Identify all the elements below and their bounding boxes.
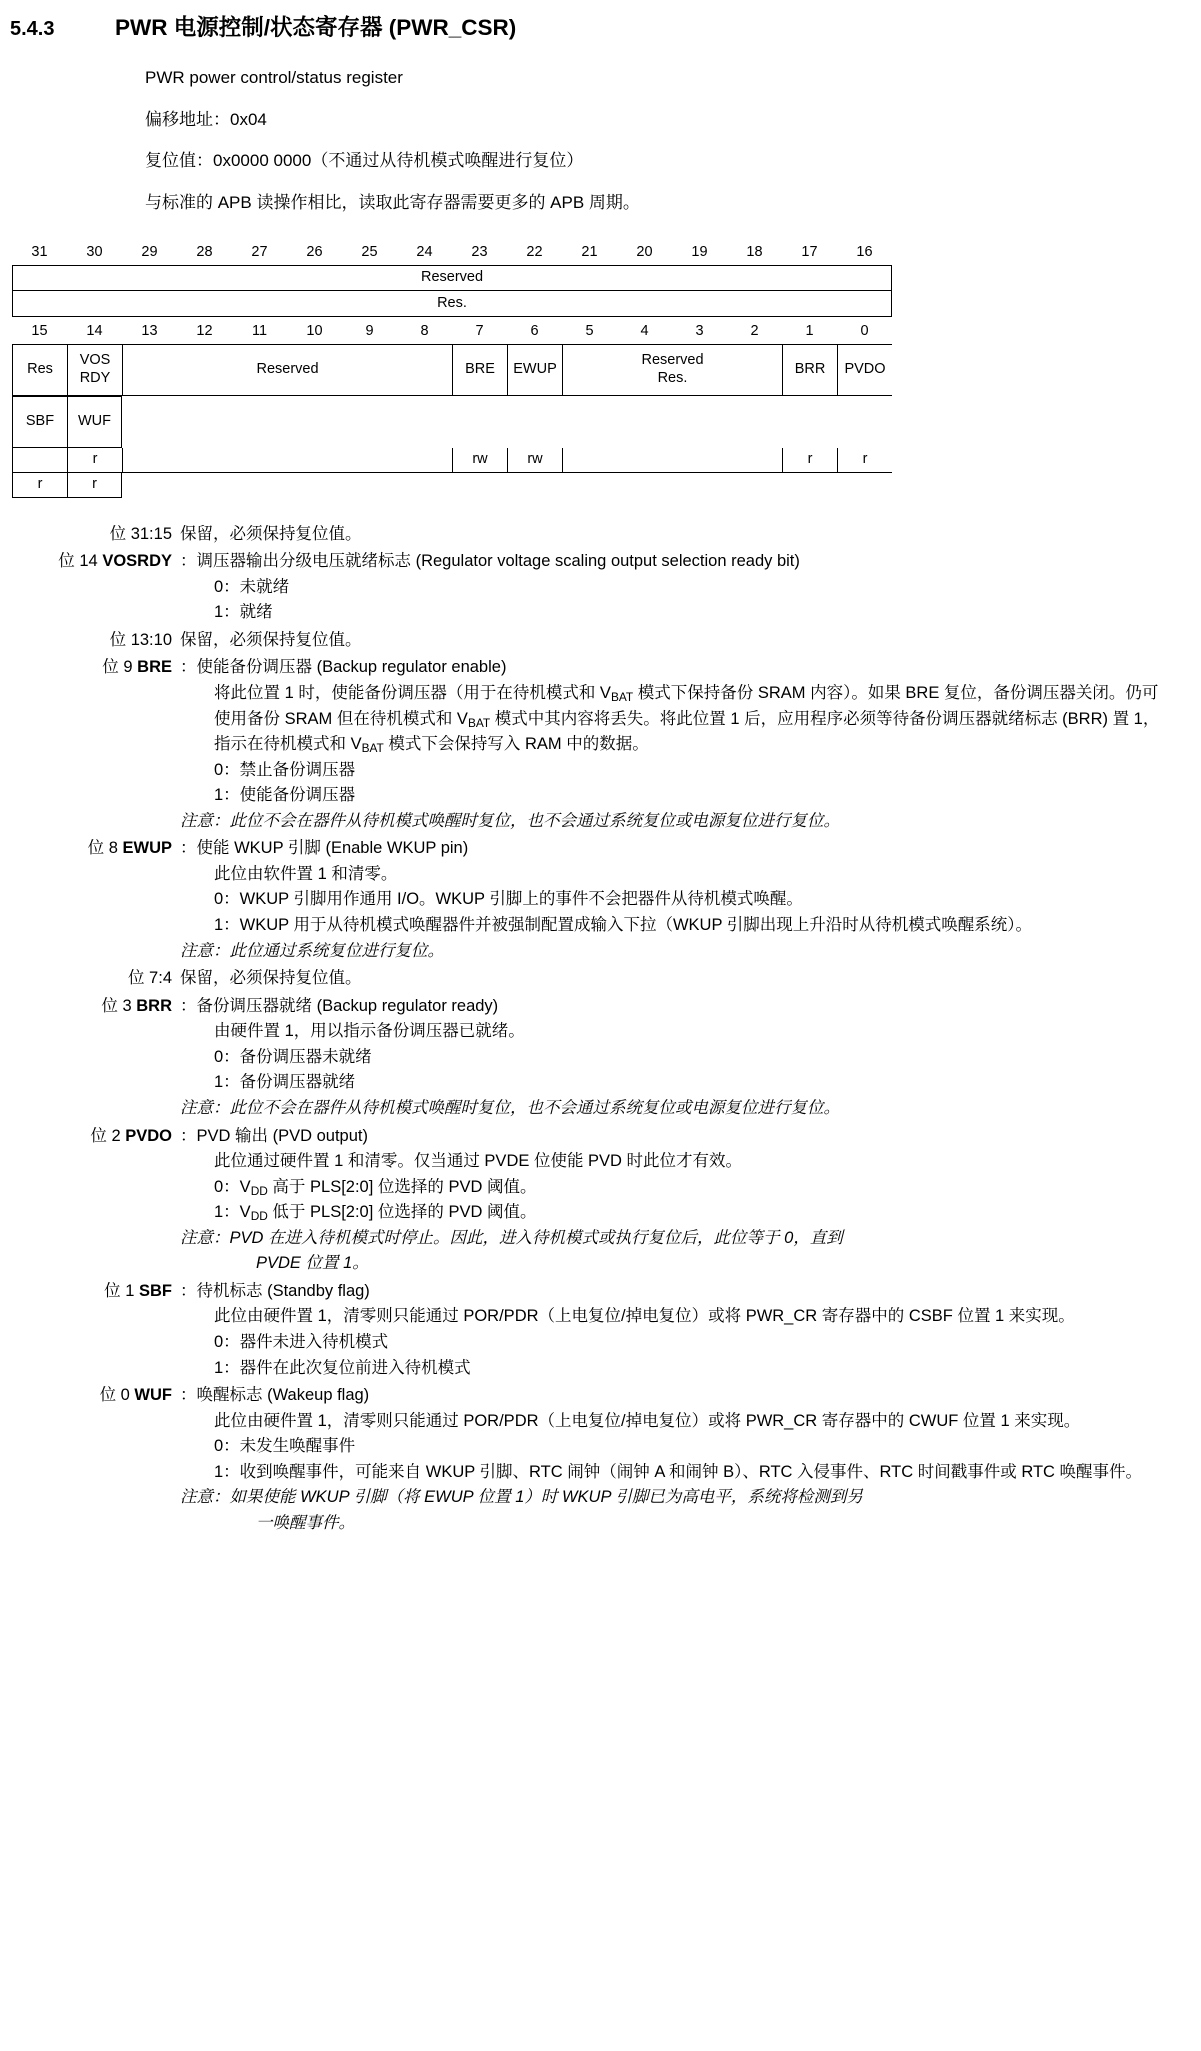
field-cell-vos: [67, 344, 122, 396]
bit-note: 注意：此位不会在器件从待机模式唤醒时复位，也不会通过系统复位或电源复位进行复位。: [180, 811, 840, 830]
bit-range: 位 3: [101, 996, 137, 1015]
bit-number-9: 9: [365, 322, 374, 339]
field-cell-line: EWUP: [513, 361, 557, 377]
bit-range: 位 7:4: [127, 969, 172, 988]
bit-detail: 由硬件置 1，用以指示备份调压器已就绪。: [214, 1022, 525, 1041]
bit-number-15: 15: [31, 322, 48, 339]
field-cell-line: SBF: [25, 413, 55, 429]
bit-numbers-high: [12, 238, 892, 265]
bit-number-4: 4: [640, 322, 649, 339]
bit-body: [180, 549, 1173, 626]
bit-range: 位 8: [87, 839, 123, 858]
bit-range: 位 1: [104, 1281, 139, 1300]
access-cell: r: [837, 448, 892, 473]
bit-title: ：待机标志 (Standby flag): [180, 1281, 370, 1300]
access-cell: [12, 448, 67, 473]
bit-number-25: 25: [361, 243, 378, 260]
bit-title: ：备份调压器就绪 (Backup regulator ready): [180, 996, 499, 1015]
bit-range-label: [0, 966, 180, 992]
bit-number-26: 26: [306, 243, 323, 260]
bit-value-line: 1：WKUP 用于从待机模式唤醒器件并被强制配置成输入下拉（WKUP 引脚出现上升沿时从待机模式唤醒系统）。: [214, 916, 1032, 934]
intro-block: [145, 42, 1161, 216]
section-heading: [0, 0, 1201, 42]
bit-body: [180, 1279, 1173, 1381]
bit-number-17: 17: [801, 243, 818, 260]
bit-value-line: 0：备份调压器未就绪: [214, 1047, 372, 1066]
bit-number-16: 16: [856, 243, 873, 260]
bit-number-0: 0: [860, 322, 869, 339]
bit-number-7: 7: [475, 322, 484, 339]
bit-number-23: 23: [471, 243, 488, 260]
bit-number-18: 18: [746, 243, 763, 260]
field-cell-pvdo: [837, 344, 892, 396]
bit-number-29: 29: [141, 243, 158, 260]
bit-description: [0, 994, 1173, 1122]
bit-note: 注意：如果使能 WKUP 引脚（将 EWUP 位置 1）时 WKUP 引脚已为高电平，系统将检测到另 一唤醒事件。: [180, 1485, 1173, 1536]
field-cell-brr: [782, 344, 837, 396]
bit-range-label: [0, 522, 180, 548]
bit-range-label: [0, 549, 180, 626]
apb-note: 与标准的 APB 读操作相比，读取此寄存器需要更多的 APB 周期。: [145, 192, 640, 212]
register-bitmap: [12, 238, 892, 498]
bit-number-13: 13: [141, 322, 158, 339]
field-cell-line: VOS: [79, 352, 111, 369]
bit-range: 位 0: [99, 1386, 135, 1405]
bit-note: 注意：PVD 在进入待机模式时停止。因此，进入待机模式或执行复位后，此位等于 0，直到 PVDE 位置 1。: [180, 1226, 1173, 1277]
bit-number-5: 5: [585, 322, 594, 339]
bit-body: [180, 966, 1173, 992]
field-cell-line: BRR: [794, 361, 826, 377]
reset-value: 复位值：0x0000 0000（不通过从待机模式唤醒进行复位）: [145, 151, 584, 171]
access-cell: rw: [452, 448, 507, 473]
bit-number-22: 22: [526, 243, 543, 260]
field-cell-line: Res.: [657, 369, 688, 386]
field-cell-res: [12, 344, 67, 396]
access-cell: r: [782, 448, 837, 473]
field-cell-line: BRE: [465, 361, 495, 377]
bit-title: 保留，必须保持复位值。: [180, 524, 362, 543]
access-cell: r: [67, 448, 122, 473]
field-cell-bre: [452, 344, 507, 396]
offset-address: 偏移地址：0x04: [145, 109, 267, 129]
bit-range: 位 14: [58, 552, 103, 571]
bit-field-name: BRE: [137, 658, 172, 677]
bit-detail: 此位由硬件置 1，清零则只能通过 POR/PDR（上电复位/掉电复位）或将 PWR_CR 寄存器中的 CWUF 位置 1 来实现。: [214, 1411, 1081, 1430]
bit-field-name: WUF: [134, 1386, 172, 1405]
access-cell: [562, 448, 782, 473]
bit-title: ：唤醒标志 (Wakeup flag): [180, 1386, 370, 1405]
bit-note-continued: 一唤醒事件。: [256, 1513, 355, 1532]
bit-range-label: [0, 994, 180, 1122]
access-cell: r: [12, 473, 67, 498]
bit-description: [0, 655, 1173, 834]
bit-number-19: 19: [691, 243, 708, 260]
field-cell-reserved: [122, 344, 452, 396]
bit-number-6: 6: [530, 322, 539, 339]
register-high-row2: [12, 291, 892, 317]
field-cell-wuf: [67, 396, 122, 448]
bit-note: 注意：此位通过系统复位进行复位。: [180, 941, 444, 960]
bit-field-name: BRR: [136, 996, 172, 1015]
bit-title: ：使能 WKUP 引脚 (Enable WKUP pin): [180, 839, 469, 858]
bit-numbers-low: [12, 317, 892, 344]
bit-value-line: 0：未就绪: [214, 577, 290, 596]
bit-detail: 此位由软件置 1 和清零。: [214, 864, 398, 883]
bit-range-label: [0, 836, 180, 964]
bit-number-20: 20: [636, 243, 653, 260]
bit-range: 位 31:15: [109, 524, 172, 543]
bit-number-12: 12: [196, 322, 213, 339]
bit-value-line: 0：禁止备份调压器: [214, 760, 356, 779]
bit-title: 保留，必须保持复位值。: [180, 969, 362, 988]
bit-value-line: 1：收到唤醒事件，可能来自 WKUP 引脚、RTC 闹钟（闹钟 A 和闹钟 B）、RTC 入侵事件、RTC 时间戳事件或 RTC 唤醒事件。: [214, 1462, 1143, 1481]
register-access-row: [12, 448, 892, 498]
bit-description: [0, 1279, 1173, 1381]
bit-number-21: 21: [581, 243, 598, 260]
bit-number-2: 2: [750, 322, 759, 339]
field-cell-sbf: [12, 396, 67, 448]
access-cell: rw: [507, 448, 562, 473]
high-res-cell: Res.: [12, 291, 892, 317]
bit-body: [180, 522, 1173, 548]
bit-title: 保留，必须保持复位值。: [180, 630, 362, 649]
bit-value-line: 1：就绪: [214, 603, 273, 622]
field-cell-reserved: [562, 344, 782, 396]
bit-number-3: 3: [695, 322, 704, 339]
bit-number-11: 11: [251, 322, 268, 339]
bit-body: [180, 1383, 1173, 1536]
high-reserved-cell: Reserved: [12, 265, 892, 291]
bit-value-line: 0：未发生唤醒事件: [214, 1437, 356, 1456]
bit-range-label: [0, 655, 180, 834]
bit-number-31: 31: [31, 243, 48, 260]
bit-field-name: VOSRDY: [102, 552, 172, 571]
section-title: PWR 电源控制/状态寄存器 (PWR_CSR): [115, 15, 517, 40]
bit-title: ：调压器输出分级电压就绪标志 (Regulator voltage scaling output selection ready bit): [180, 552, 800, 571]
bit-body: [180, 836, 1173, 964]
bit-value-line: 1：$V_{DD}$ 低于 PLS[2:0] 位选择的 PVD 阈值。: [214, 1203, 537, 1224]
bit-field-name: PVDO: [125, 1126, 172, 1145]
bit-title: ：PVD 输出 (PVD output): [180, 1126, 368, 1145]
bit-description: [0, 628, 1173, 654]
bit-value-line: 0：$V_{DD}$ 高于 PLS[2:0] 位选择的 PVD 阈值。: [214, 1177, 537, 1198]
register-high-row1: [12, 265, 892, 291]
bit-detail: 此位由硬件置 1，清零则只能通过 POR/PDR（上电复位/掉电复位）或将 PWR_CR 寄存器中的 CSBF 位置 1 来实现。: [214, 1307, 1075, 1326]
bit-description: [0, 549, 1173, 626]
bit-body: [180, 628, 1173, 654]
bit-title: ：使能备份调压器 (Backup regulator enable): [180, 658, 507, 677]
field-cell-ewup: [507, 344, 562, 396]
bit-number-24: 24: [416, 243, 433, 260]
bit-number-10: 10: [306, 322, 323, 339]
bit-description: [0, 522, 1173, 548]
bit-value-line: 1：备份调压器就绪: [214, 1073, 356, 1092]
section-number: 5.4.3: [10, 18, 55, 40]
bit-value-line: 0：WKUP 引脚用作通用 I/O。WKUP 引脚上的事件不会把器件从待机模式唤醒。: [214, 890, 803, 909]
bit-description: [0, 1124, 1173, 1277]
bit-field-name: SBF: [139, 1281, 172, 1300]
bit-body: [180, 1124, 1173, 1277]
bit-range: 位 2: [90, 1126, 126, 1145]
bit-range-label: [0, 1279, 180, 1381]
field-cell-line: RDY: [79, 369, 111, 386]
field-cell-line: Reserved: [641, 352, 704, 369]
bit-value-line: 1：器件在此次复位前进入待机模式: [214, 1358, 471, 1377]
bit-description-list: [0, 522, 1173, 1537]
register-subtitle: PWR power control/status register: [145, 68, 403, 87]
bit-description: [0, 836, 1173, 964]
field-cell-line: PVDO: [844, 361, 886, 377]
bit-value-line: 1：使能备份调压器: [214, 786, 356, 805]
bit-description: [0, 1383, 1173, 1536]
bit-detail: 此位通过硬件置 1 和清零。仅当通过 PVDE 位使能 PVD 时此位才有效。: [214, 1152, 743, 1171]
bit-range-label: [0, 628, 180, 654]
bit-body: [180, 655, 1173, 834]
field-cell-line: Res: [27, 361, 53, 377]
bit-note-continued: PVDE 位置 1。: [256, 1254, 369, 1273]
bit-range: 位 9: [102, 658, 138, 677]
bit-value-line: 0：器件未进入待机模式: [214, 1333, 389, 1351]
bit-number-14: 14: [86, 322, 103, 339]
bit-number-30: 30: [86, 243, 103, 260]
access-cell: r: [67, 473, 122, 498]
bit-number-27: 27: [251, 243, 268, 260]
bit-number-1: 1: [805, 322, 814, 339]
register-low-fields: [12, 344, 892, 448]
bit-detail: 将此位置 1 时，使能备份调压器（用于在待机模式和 $V_{BAT}$ 模式下保持备份 SRAM 内容）。如果 BRE 复位，备份调压器关闭。仍可使用备份 SRAM 但在待机模式和 $V_{BAT}$ 模式中其内容将丢失。将此位置 1 后，应用程序必须等待备份调压器就绪标志 (BRR) 置 1，指示在待机模式和 $V_{BAT}$ 模式下会保持写入 RAM 中的数据。: [214, 683, 1160, 756]
bit-range-label: [0, 1124, 180, 1277]
bit-range-label: [0, 1383, 180, 1536]
bit-number-28: 28: [196, 243, 213, 260]
bit-range: 位 13:10: [109, 630, 172, 649]
bit-body: [180, 994, 1173, 1122]
bit-number-8: 8: [420, 322, 429, 339]
bit-note: 注意：此位不会在器件从待机模式唤醒时复位，也不会通过系统复位或电源复位进行复位。: [180, 1098, 840, 1117]
bit-description: [0, 966, 1173, 992]
bit-field-name: EWUP: [122, 839, 172, 858]
field-cell-line: Reserved: [256, 361, 319, 377]
field-cell-line: WUF: [77, 413, 111, 429]
access-cell: [122, 448, 452, 473]
